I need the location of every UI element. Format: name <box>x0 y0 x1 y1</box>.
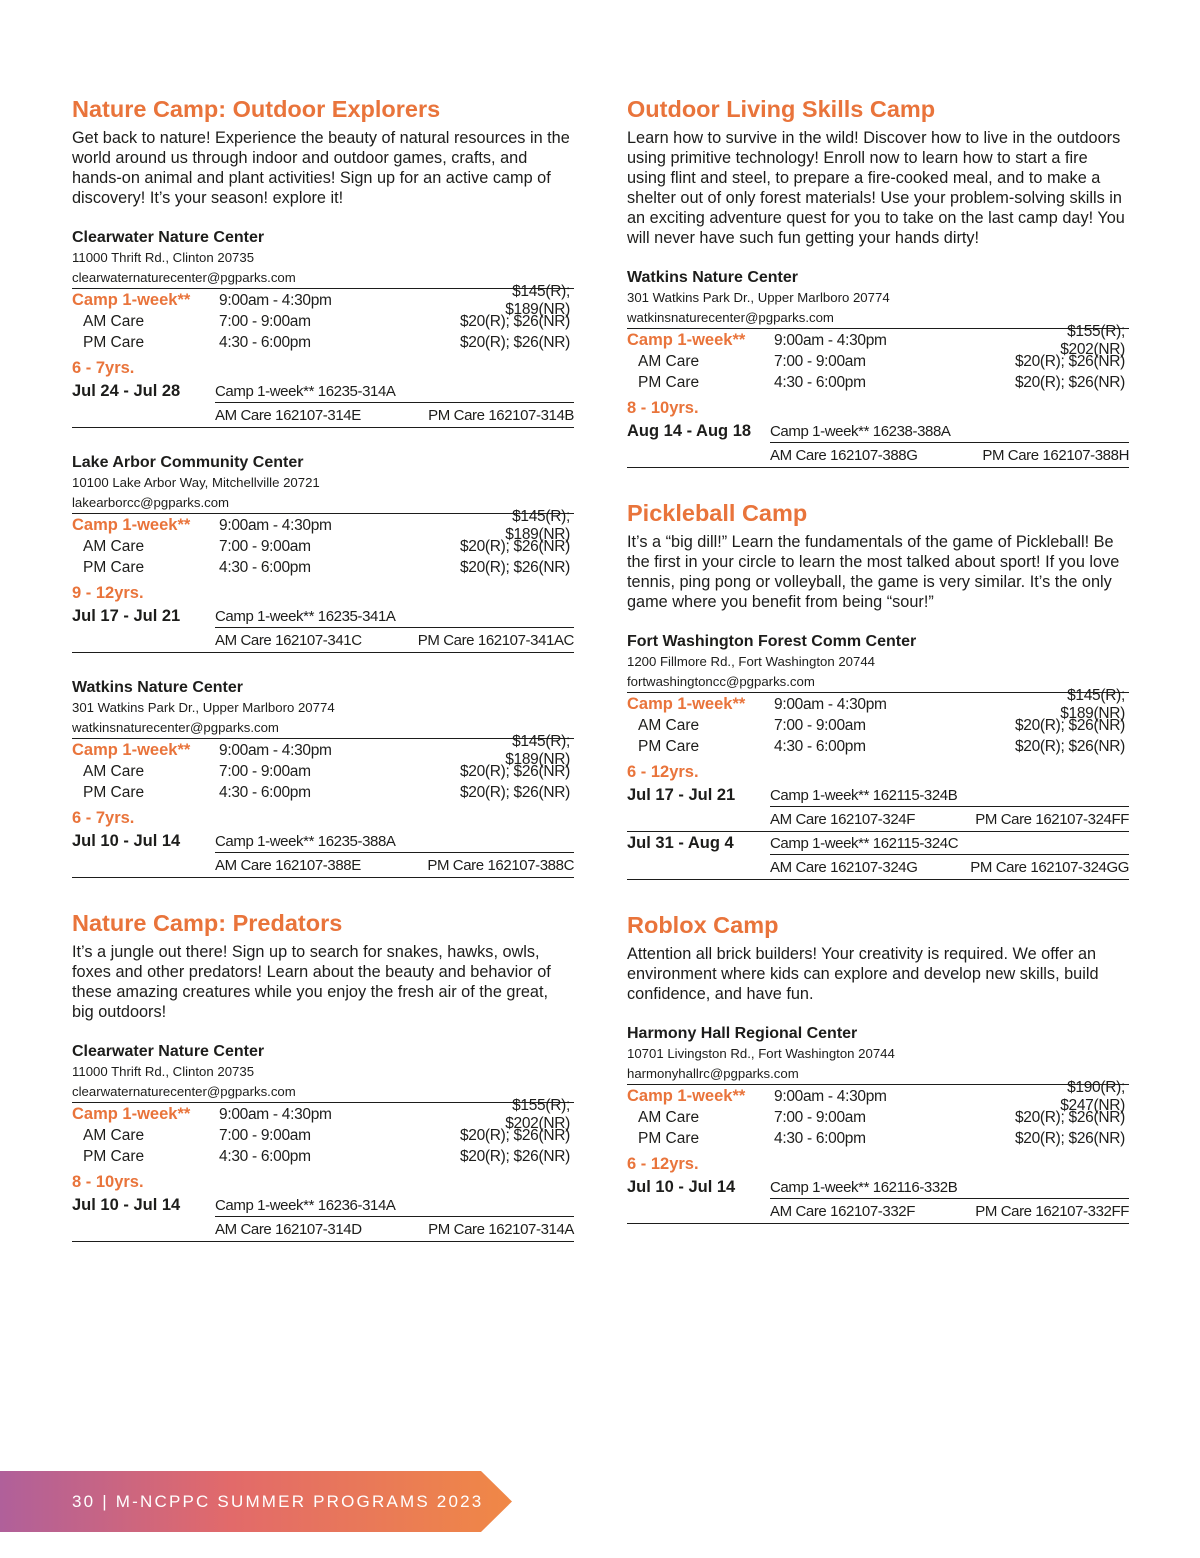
schedule-row <box>627 372 1129 393</box>
age-range: 6 - 12yrs. <box>627 763 699 781</box>
schedule-time: 7:00 - 9:00am <box>219 537 311 555</box>
location-email[interactable]: watkinsnaturecenter@pgparks.com <box>627 309 834 325</box>
schedule-label: AM Care <box>83 1126 145 1144</box>
session-block <box>72 830 574 878</box>
location-email[interactable]: clearwaternaturecenter@pgparks.com <box>72 269 296 285</box>
schedule-label: PM Care <box>638 373 700 391</box>
age-range: 9 - 12yrs. <box>72 584 144 602</box>
schedule-time: 9:00am - 4:30pm <box>219 741 332 759</box>
schedule-row <box>72 782 574 803</box>
schedule-price: $20(R); $26(NR) <box>1014 1129 1125 1147</box>
camp-title: Pickleball Camp <box>627 500 808 526</box>
camp-section <box>627 910 1129 1224</box>
schedule-price: $20(R); $26(NR) <box>459 783 570 801</box>
schedule-row <box>627 1128 1129 1149</box>
schedule-time: 4:30 - 6:00pm <box>219 558 311 576</box>
schedule-row <box>72 557 574 578</box>
schedule-row <box>72 1146 574 1167</box>
session-row <box>72 1194 574 1216</box>
schedule-row <box>72 507 574 543</box>
session-row <box>72 605 574 627</box>
page-footer <box>0 1471 512 1532</box>
schedule-label: AM Care <box>83 312 145 330</box>
am-care-code: AM Care 162107-332F <box>770 1202 915 1220</box>
schedule-time: 7:00 - 9:00am <box>774 716 866 734</box>
schedule-price: $145(R); $189(NR) <box>505 732 570 768</box>
session-row <box>627 784 1129 806</box>
location-email[interactable]: lakearborcc@pgparks.com <box>72 494 230 510</box>
session-dates: Jul 10 - Jul 14 <box>627 1177 736 1196</box>
schedule-price: $145(R); $189(NR) <box>505 507 570 543</box>
camp-description: It’s a jungle out there! Sign up to search for snakes, hawks, owls, foxes and other predators! Learn about the beauty and behavior of these amazing creatures while you enjoy the fresh air of the great, big outdoors! <box>72 943 551 1021</box>
schedule-row <box>627 686 1129 722</box>
pm-care-code: PM Care 162107-332FF <box>975 1202 1129 1220</box>
camp-course-code: Camp 1-week** 162116-332B <box>770 1178 958 1196</box>
care-codes-row <box>215 402 574 427</box>
schedule-price: $20(R); $26(NR) <box>459 333 570 351</box>
location-block <box>627 1024 1129 1224</box>
am-care-code: AM Care 162107-388E <box>215 856 361 874</box>
schedule-time: 7:00 - 9:00am <box>774 1108 866 1126</box>
am-care-code: AM Care 162107-314D <box>215 1220 362 1238</box>
schedule-label: AM Care <box>638 1108 700 1126</box>
location-block <box>72 1042 574 1242</box>
pm-care-code: PM Care 162107-388C <box>427 856 574 874</box>
location-address: 301 Watkins Park Dr., Upper Marlboro 20774 <box>72 700 335 715</box>
schedule-price: $20(R); $26(NR) <box>459 762 570 780</box>
schedule-table <box>72 507 574 578</box>
location-name: Lake Arbor Community Center <box>72 454 304 471</box>
left-column <box>72 94 574 1272</box>
schedule-time: 9:00am - 4:30pm <box>219 516 332 534</box>
schedule-time: 4:30 - 6:00pm <box>219 333 311 351</box>
schedule-table <box>72 282 574 353</box>
session-block <box>72 605 574 653</box>
schedule-label: Camp 1-week** <box>72 516 191 534</box>
schedule-price: $20(R); $26(NR) <box>1014 737 1125 755</box>
schedule-time: 9:00am - 4:30pm <box>774 695 887 713</box>
camp-description: Learn how to survive in the wild! Discover how to live in the outdoors using primitive technology! Enroll now to learn how to start a fire using flint and steel, to prepare a fire-cooked meal, and to make a shelter out of only forest materials! Use your problem-solving skills in an exciting adventure quest for you to take on the last camp day! You will never have such fun getting your hands dirty! <box>627 129 1125 247</box>
pm-care-code: PM Care 162107-314B <box>428 406 574 424</box>
camp-course-code: Camp 1-week** 162115-324C <box>770 834 959 852</box>
pm-care-code: PM Care 162107-324GG <box>970 858 1129 876</box>
schedule-row <box>627 736 1129 757</box>
schedule-label: PM Care <box>83 1147 145 1165</box>
location-name: Watkins Nature Center <box>72 679 243 696</box>
location-block <box>627 268 1129 468</box>
schedule-label: Camp 1-week** <box>72 741 191 759</box>
am-care-code: AM Care 162107-324G <box>770 858 918 876</box>
location-address: 11000 Thrift Rd., Clinton 20735 <box>72 1064 255 1079</box>
pm-care-code: PM Care 162107-388H <box>982 446 1129 464</box>
schedule-time: 9:00am - 4:30pm <box>774 331 887 349</box>
schedule-label: AM Care <box>83 537 145 555</box>
schedule-time: 9:00am - 4:30pm <box>219 291 332 309</box>
schedule-time: 7:00 - 9:00am <box>774 352 866 370</box>
camp-course-code: Camp 1-week** 162115-324B <box>770 786 958 804</box>
schedule-label: PM Care <box>83 558 145 576</box>
schedule-label: AM Care <box>638 716 700 734</box>
schedule-label: PM Care <box>83 333 145 351</box>
footer-text: 30 | M-NCPPC SUMMER PROGRAMS 2023 <box>72 1492 484 1511</box>
schedule-table <box>72 1096 574 1167</box>
schedule-time: 4:30 - 6:00pm <box>774 737 866 755</box>
care-codes-row <box>770 1198 1129 1223</box>
schedule-price: $145(R); $189(NR) <box>1060 686 1125 722</box>
camp-course-code: Camp 1-week** 16235-388A <box>215 832 396 850</box>
schedule-price: $20(R); $26(NR) <box>459 312 570 330</box>
schedule-time: 4:30 - 6:00pm <box>219 1147 311 1165</box>
camp-section <box>627 94 1129 468</box>
schedule-label: AM Care <box>83 762 145 780</box>
session-dates: Jul 17 - Jul 21 <box>627 785 736 804</box>
schedule-label: Camp 1-week** <box>627 1087 746 1105</box>
session-row <box>72 380 574 402</box>
age-range: 6 - 12yrs. <box>627 1155 699 1173</box>
schedule-label: Camp 1-week** <box>627 331 746 349</box>
schedule-time: 9:00am - 4:30pm <box>219 1105 332 1123</box>
schedule-row <box>627 1107 1129 1128</box>
schedule-table <box>627 686 1129 757</box>
session-block <box>627 784 1129 832</box>
session-dates: Aug 14 - Aug 18 <box>627 421 752 440</box>
schedule-table <box>627 1078 1129 1149</box>
schedule-price: $20(R); $26(NR) <box>1014 1108 1125 1126</box>
schedule-row <box>72 311 574 332</box>
camp-course-code: Camp 1-week** 16236-314A <box>215 1196 396 1214</box>
session-block <box>627 1176 1129 1224</box>
location-email[interactable]: watkinsnaturecenter@pgparks.com <box>72 719 279 735</box>
session-row <box>72 830 574 852</box>
location-address: 11000 Thrift Rd., Clinton 20735 <box>72 250 255 265</box>
schedule-time: 4:30 - 6:00pm <box>774 1129 866 1147</box>
session-dates: Jul 17 - Jul 21 <box>72 606 181 625</box>
schedule-label: PM Care <box>83 783 145 801</box>
session-block <box>72 1194 574 1242</box>
am-care-code: AM Care 162107-388G <box>770 446 918 464</box>
camp-title: Roblox Camp <box>627 912 779 938</box>
schedule-row <box>72 1125 574 1146</box>
schedule-label: AM Care <box>638 352 700 370</box>
location-email[interactable]: fortwashingtoncc@pgparks.com <box>627 673 815 689</box>
pm-care-code: PM Care 162107-324FF <box>975 810 1129 828</box>
care-codes-row <box>215 627 574 652</box>
schedule-row <box>72 761 574 782</box>
schedule-row <box>627 322 1129 358</box>
location-block <box>72 453 574 653</box>
location-block <box>72 228 574 428</box>
location-address: 1200 Fillmore Rd., Fort Washington 20744 <box>627 654 875 669</box>
schedule-time: 9:00am - 4:30pm <box>774 1087 887 1105</box>
care-codes-row <box>215 852 574 877</box>
schedule-price: $155(R); $202(NR) <box>505 1096 570 1132</box>
location-email[interactable]: harmonyhallrc@pgparks.com <box>627 1065 799 1081</box>
location-name: Fort Washington Forest Comm Center <box>627 633 917 650</box>
schedule-price: $20(R); $26(NR) <box>459 1147 570 1165</box>
camp-section <box>72 94 574 878</box>
schedule-time: 7:00 - 9:00am <box>219 1126 311 1144</box>
schedule-row <box>72 332 574 353</box>
location-name: Watkins Nature Center <box>627 269 798 286</box>
schedule-table <box>627 322 1129 393</box>
age-range: 8 - 10yrs. <box>627 399 699 417</box>
schedule-table <box>72 732 574 803</box>
session-dates: Jul 31 - Aug 4 <box>627 833 734 852</box>
schedule-time: 7:00 - 9:00am <box>219 312 311 330</box>
session-dates: Jul 10 - Jul 14 <box>72 831 181 850</box>
schedule-row <box>72 732 574 768</box>
schedule-row <box>72 536 574 557</box>
schedule-price: $20(R); $26(NR) <box>1014 352 1125 370</box>
schedule-row <box>72 282 574 318</box>
schedule-time: 4:30 - 6:00pm <box>219 783 311 801</box>
schedule-price: $145(R); $189(NR) <box>505 282 570 318</box>
schedule-price: $20(R); $26(NR) <box>1014 716 1125 734</box>
schedule-price: $20(R); $26(NR) <box>459 537 570 555</box>
schedule-price: $20(R); $26(NR) <box>459 558 570 576</box>
am-care-code: AM Care 162107-324F <box>770 810 915 828</box>
schedule-label: Camp 1-week** <box>627 695 746 713</box>
schedule-row <box>627 1078 1129 1114</box>
session-row <box>627 1176 1129 1198</box>
schedule-row <box>627 715 1129 736</box>
schedule-label: PM Care <box>638 1129 700 1147</box>
care-codes-row <box>770 806 1129 831</box>
session-block <box>627 832 1129 880</box>
camp-title: Nature Camp: Outdoor Explorers <box>72 96 441 122</box>
location-address: 10100 Lake Arbor Way, Mitchellville 20721 <box>72 475 320 490</box>
location-block <box>72 678 574 878</box>
schedule-price: $155(R); $202(NR) <box>1060 322 1125 358</box>
camp-section <box>72 908 574 1242</box>
camp-description: It’s a “big dill!” Learn the fundamentals of the game of Pickleball! Be the first in your circle to learn the most talked about sport! If you love tennis, ping pong or volleyball, the game is very similar. It’s the only game where you benefit from being “sour!” <box>627 533 1120 611</box>
session-row <box>627 420 1129 442</box>
camp-section <box>627 498 1129 880</box>
location-address: 301 Watkins Park Dr., Upper Marlboro 20774 <box>627 290 890 305</box>
schedule-row <box>72 1096 574 1132</box>
age-range: 6 - 7yrs. <box>72 809 135 827</box>
session-block <box>72 380 574 428</box>
schedule-label: Camp 1-week** <box>72 291 191 309</box>
schedule-time: 4:30 - 6:00pm <box>774 373 866 391</box>
am-care-code: AM Care 162107-314E <box>215 406 361 424</box>
am-care-code: AM Care 162107-341C <box>215 631 362 649</box>
schedule-price: $190(R); $247(NR) <box>1060 1078 1125 1114</box>
pm-care-code: PM Care 162107-314A <box>428 1220 574 1238</box>
care-codes-row <box>770 854 1129 879</box>
schedule-label: PM Care <box>638 737 700 755</box>
schedule-label: Camp 1-week** <box>72 1105 191 1123</box>
camp-title: Outdoor Living Skills Camp <box>627 96 936 122</box>
camp-description: Attention all brick builders! Your creativity is required. We offer an environment where kids can explore and develop new skills, build confidence, and have fun. <box>627 945 1099 1003</box>
camp-course-code: Camp 1-week** 16238-388A <box>770 422 951 440</box>
age-range: 6 - 7yrs. <box>72 359 135 377</box>
location-email[interactable]: clearwaternaturecenter@pgparks.com <box>72 1083 296 1099</box>
pm-care-code: PM Care 162107-341AC <box>417 631 574 649</box>
session-dates: Jul 24 - Jul 28 <box>72 381 181 400</box>
camp-title: Nature Camp: Predators <box>72 910 343 936</box>
schedule-time: 7:00 - 9:00am <box>219 762 311 780</box>
session-block <box>627 420 1129 468</box>
location-name: Clearwater Nature Center <box>72 1043 265 1060</box>
care-codes-row <box>215 1216 574 1241</box>
care-codes-row <box>770 442 1129 467</box>
location-name: Clearwater Nature Center <box>72 229 265 246</box>
location-address: 10701 Livingston Rd., Fort Washington 20744 <box>627 1046 895 1061</box>
session-dates: Jul 10 - Jul 14 <box>72 1195 181 1214</box>
location-block <box>627 632 1129 880</box>
location-name: Harmony Hall Regional Center <box>627 1025 858 1042</box>
camp-course-code: Camp 1-week** 16235-341A <box>215 607 396 625</box>
schedule-price: $20(R); $26(NR) <box>1014 373 1125 391</box>
right-column <box>627 94 1129 1254</box>
session-row <box>627 832 1129 854</box>
schedule-price: $20(R); $26(NR) <box>459 1126 570 1144</box>
camp-description: Get back to nature! Experience the beauty of natural resources in the world around us through indoor and outdoor games, crafts, and hands-on animal and plant activities! Sign up for an active camp of discovery! It’s your season! explore it! <box>72 129 570 207</box>
age-range: 8 - 10yrs. <box>72 1173 144 1191</box>
schedule-row <box>627 351 1129 372</box>
camp-course-code: Camp 1-week** 16235-314A <box>215 382 396 400</box>
